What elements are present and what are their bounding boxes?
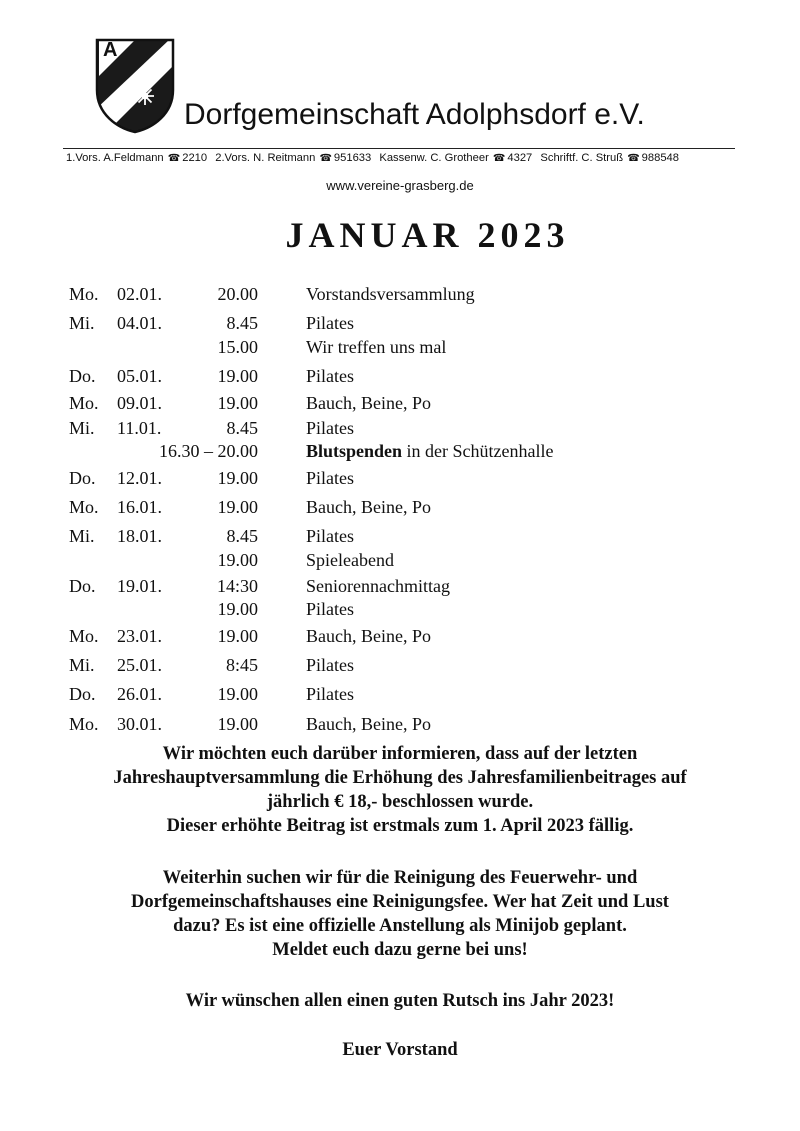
schedule-event: Pilates: [306, 599, 354, 619]
schedule-event: Pilates: [306, 366, 354, 386]
schedule-time: 19.00: [217, 714, 258, 734]
schedule-date: 12.01.: [117, 468, 162, 488]
contact-secretary: Schriftf. C. Struß ☎ 988548: [540, 152, 679, 164]
schedule-day: Mo.: [69, 497, 99, 517]
logo-letter: A: [103, 39, 118, 61]
notice-line: dazu? Es ist eine offizielle Anstellung als Minijob geplant.: [173, 916, 627, 936]
schedule-event-highlight: Blutspenden: [306, 441, 403, 461]
schedule-day: Mo.: [69, 284, 99, 304]
schedule-date: 09.01.: [117, 393, 162, 413]
schedule-time: 16.30 – 20.00: [159, 441, 258, 461]
notice-line: jährlich € 18,- beschlossen wurde.: [266, 792, 534, 812]
schedule-time: 8.45: [226, 418, 258, 438]
page-title: JANUAR 2023: [285, 215, 570, 255]
schedule-event: Pilates: [306, 684, 354, 704]
phone-icon: ☎: [319, 153, 332, 164]
phone-icon: ☎: [627, 153, 640, 164]
schedule-date: 25.01.: [117, 655, 162, 675]
schedule-date: 11.01.: [117, 418, 162, 438]
header-divider: [63, 148, 735, 149]
schedule-event: Bauch, Beine, Po: [306, 626, 431, 646]
notice-line: Jahreshauptversammlung die Erhöhung des Jahresfamilienbeitrages auf: [113, 768, 687, 788]
schedule-time: 19.00: [217, 550, 258, 570]
schedule-date: 05.01.: [117, 366, 162, 386]
schedule-event: Pilates: [306, 468, 354, 488]
schedule-date: 16.01.: [117, 497, 162, 517]
schedule-event: Seniorennachmittag: [306, 576, 450, 596]
schedule-time: 20.00: [217, 284, 258, 304]
contact-chairman-1: 1.Vors. A.Feldmann ☎ 2210: [66, 152, 208, 164]
schedule-event-text: in der Schützenhalle: [402, 441, 554, 461]
schedule-time: 19.00: [217, 684, 258, 704]
schedule-date: 02.01.: [117, 284, 162, 304]
schedule-day: Do.: [69, 684, 96, 704]
schedule-day: Mi.: [69, 526, 95, 546]
notice-line: Weiterhin suchen wir für die Reinigung des Feuerwehr- und: [162, 868, 638, 888]
notice-line: Dieser erhöhte Beitrag ist erstmals zum 1. April 2023 fällig.: [166, 816, 634, 836]
schedule-date: 18.01.: [117, 526, 162, 546]
schedule-date: 23.01.: [117, 626, 162, 646]
schedule-time: 19.00: [217, 497, 258, 517]
schedule-day: Do.: [69, 468, 96, 488]
notice-line: Meldet euch dazu gerne bei uns!: [272, 940, 528, 960]
website-link: www.vereine-grasberg.de: [326, 178, 474, 193]
schedule-day: Mi.: [69, 313, 95, 333]
greeting: Wir wünschen allen einen guten Rutsch ins Jahr 2023!: [185, 991, 615, 1011]
contact-chairman-2: 2.Vors. N. Reitmann ☎ 951633: [215, 152, 372, 164]
schedule-date: 04.01.: [117, 313, 162, 333]
schedule-time: 8.45: [226, 526, 258, 546]
schedule-event: Vorstandsversammlung: [306, 284, 475, 304]
schedule-event: Bauch, Beine, Po: [306, 714, 431, 734]
schedule-event: Bauch, Beine, Po: [306, 393, 431, 413]
schedule-day: Do.: [69, 366, 96, 386]
schedule-event: Spieleabend: [306, 550, 394, 570]
notice-line: Wir möchten euch darüber informieren, dass auf der letzten: [162, 744, 638, 764]
schedule-event: Wir treffen uns mal: [306, 337, 447, 357]
schedule-day: Mo.: [69, 714, 99, 734]
schedule-time: 19.00: [217, 393, 258, 413]
phone-icon: ☎: [167, 153, 181, 164]
organization-name: Dorfgemeinschaft Adolphsdorf e.V.: [184, 98, 645, 131]
notice-line: Dorfgemeinschaftshauses eine Reinigungsfee. Wer hat Zeit und Lust: [131, 892, 669, 912]
phone-icon: ☎: [492, 153, 506, 164]
schedule-time: 8:45: [225, 655, 258, 675]
schedule-date: 26.01.: [117, 684, 162, 704]
contact-treasurer: Kassenw. C. Grotheer ☎ 4327: [379, 152, 533, 164]
schedule-time: 19.00: [217, 599, 258, 619]
schedule-day: Mi.: [69, 655, 95, 675]
schedule-event: Pilates: [306, 526, 354, 546]
schedule-time: 19.00: [217, 626, 258, 646]
schedule-time: 8.45: [226, 313, 258, 333]
schedule-day: Do.: [69, 576, 96, 596]
schedule-day: Mo.: [69, 626, 99, 646]
contact-line: [66, 152, 736, 164]
schedule-day: Mi.: [69, 418, 95, 438]
schedule-event: Pilates: [306, 418, 354, 438]
schedule-time: 15.00: [217, 337, 258, 357]
schedule-day: Mo.: [69, 393, 99, 413]
schedule-event: Bauch, Beine, Po: [306, 497, 431, 517]
signature: Euer Vorstand: [342, 1040, 458, 1060]
schedule-event: [306, 440, 554, 462]
schedule-time: 14:30: [216, 576, 258, 596]
schedule-time: 19.00: [217, 366, 258, 386]
schedule-date: 19.01.: [117, 576, 162, 596]
schedule-date: 30.01.: [117, 714, 162, 734]
schedule-event: Pilates: [306, 655, 354, 675]
schedule-event: Pilates: [306, 313, 354, 333]
schedule-time: 19.00: [217, 468, 258, 488]
